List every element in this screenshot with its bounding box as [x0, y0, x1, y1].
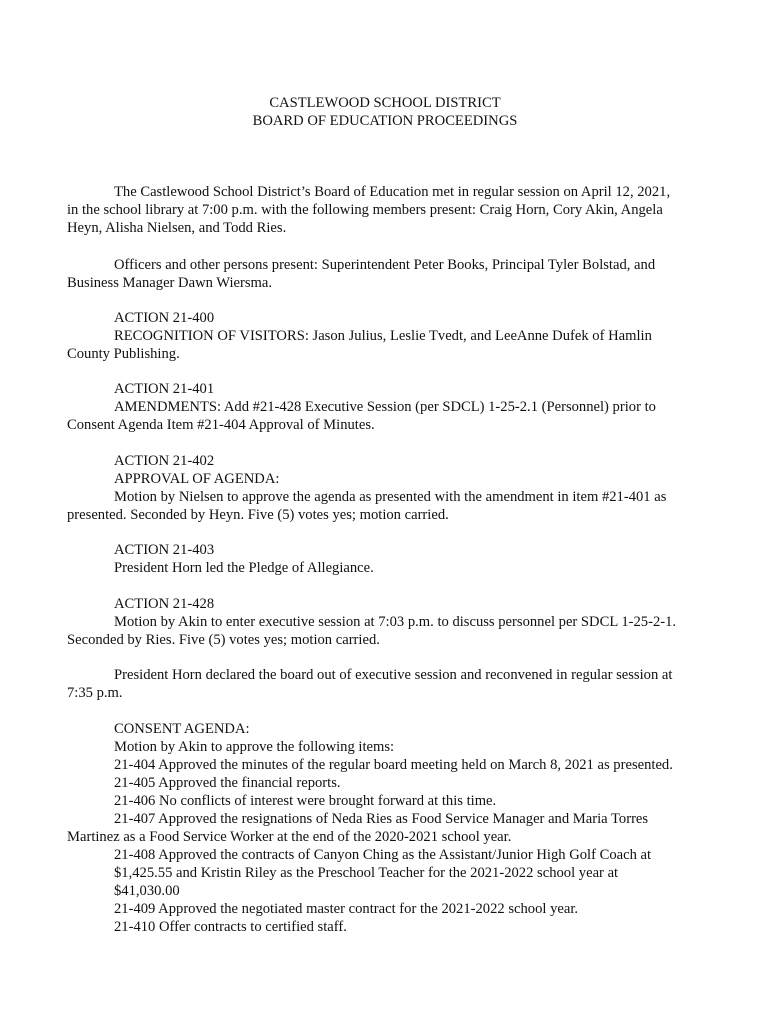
paragraph-line: Business Manager Dawn Wiersma. [67, 275, 273, 291]
action-21-401 [67, 380, 707, 434]
consent-item: 21-410 Offer contracts to certified staff. [114, 919, 347, 935]
action-21-428 [67, 595, 707, 649]
action-heading: ACTION 21-403 [114, 542, 215, 558]
consent-agenda-heading: CONSENT AGENDA: [114, 721, 250, 737]
consent-item: 21-405 Approved the financial reports. [114, 775, 341, 791]
consent-item: 21-408 Approved the contracts of Canyon Ching as the Assistant/Junior High Golf Coach at [114, 847, 652, 863]
paragraph-line: 7:35 p.m. [67, 685, 123, 701]
action-21-403 [67, 541, 707, 577]
paragraph-line: in the school library at 7:00 p.m. with the following members present: Craig Horn, Cory Akin, Angela [67, 202, 663, 218]
consent-item: 21-406 No conflicts of interest were brought forward at this time. [114, 793, 497, 809]
district-title: CASTLEWOOD SCHOOL DISTRICT [269, 95, 501, 111]
paragraph-line: presented. Seconded by Heyn. Five (5) votes yes; motion carried. [67, 507, 449, 523]
paragraph-line: AMENDMENTS: Add #21-428 Executive Session (per SDCL) 1-25-2.1 (Personnel) prior to [114, 399, 656, 415]
consent-item: 21-407 Approved the resignations of Neda Ries as Food Service Manager and Maria Torres [114, 811, 649, 827]
consent-item-continuation: Martinez as a Food Service Worker at the end of the 2020-2021 school year. [67, 829, 512, 845]
action-heading: ACTION 21-428 [114, 596, 215, 612]
consent-item-continuation: $41,030.00 [114, 883, 180, 899]
action-heading: ACTION 21-400 [114, 310, 215, 326]
paragraph-line: The Castlewood School District’s Board of Education met in regular session on April 12, 2021, [114, 184, 671, 200]
officers-paragraph [67, 256, 707, 292]
action-21-402 [67, 452, 707, 524]
paragraph-line: Heyn, Alisha Nielsen, and Todd Ries. [67, 220, 287, 236]
action-heading: ACTION 21-402 [114, 453, 215, 469]
proceedings-title: BOARD OF EDUCATION PROCEEDINGS [252, 113, 518, 129]
consent-item-continuation: $1,425.55 and Kristin Riley as the Preschool Teacher for the 2021-2022 school year at [114, 865, 619, 881]
paragraph-line: President Horn led the Pledge of Allegiance. [114, 560, 374, 576]
paragraph-line: Seconded by Ries. Five (5) votes yes; motion carried. [67, 632, 380, 648]
action-21-400 [67, 309, 707, 363]
paragraph-line: County Publishing. [67, 346, 180, 362]
action-subheading: APPROVAL OF AGENDA: [114, 471, 280, 487]
paragraph-line: Motion by Akin to enter executive session at 7:03 p.m. to discuss personnel per SDCL 1-25-2-1. [114, 614, 677, 630]
paragraph-line: Consent Agenda Item #21-404 Approval of Minutes. [67, 417, 375, 433]
consent-item: 21-404 Approved the minutes of the regular board meeting held on March 8, 2021 as presented. [114, 757, 673, 773]
paragraph-line: Officers and other persons present: Superintendent Peter Books, Principal Tyler Bolstad, and [114, 257, 656, 273]
consent-item: 21-409 Approved the negotiated master contract for the 2021-2022 school year. [114, 901, 579, 917]
intro-paragraph [67, 183, 707, 237]
paragraph-line: Motion by Nielsen to approve the agenda as presented with the amendment in item #21-401 as [114, 489, 667, 505]
consent-agenda [67, 720, 707, 936]
paragraph-line: RECOGNITION OF VISITORS: Jason Julius, Leslie Tvedt, and LeeAnne Dufek of Hamlin [114, 328, 652, 344]
paragraph-line: President Horn declared the board out of executive session and reconvened in regular session at [114, 667, 673, 683]
action-heading: ACTION 21-401 [114, 381, 215, 397]
reconvene-paragraph [67, 666, 707, 702]
consent-agenda-motion: Motion by Akin to approve the following items: [114, 739, 395, 755]
